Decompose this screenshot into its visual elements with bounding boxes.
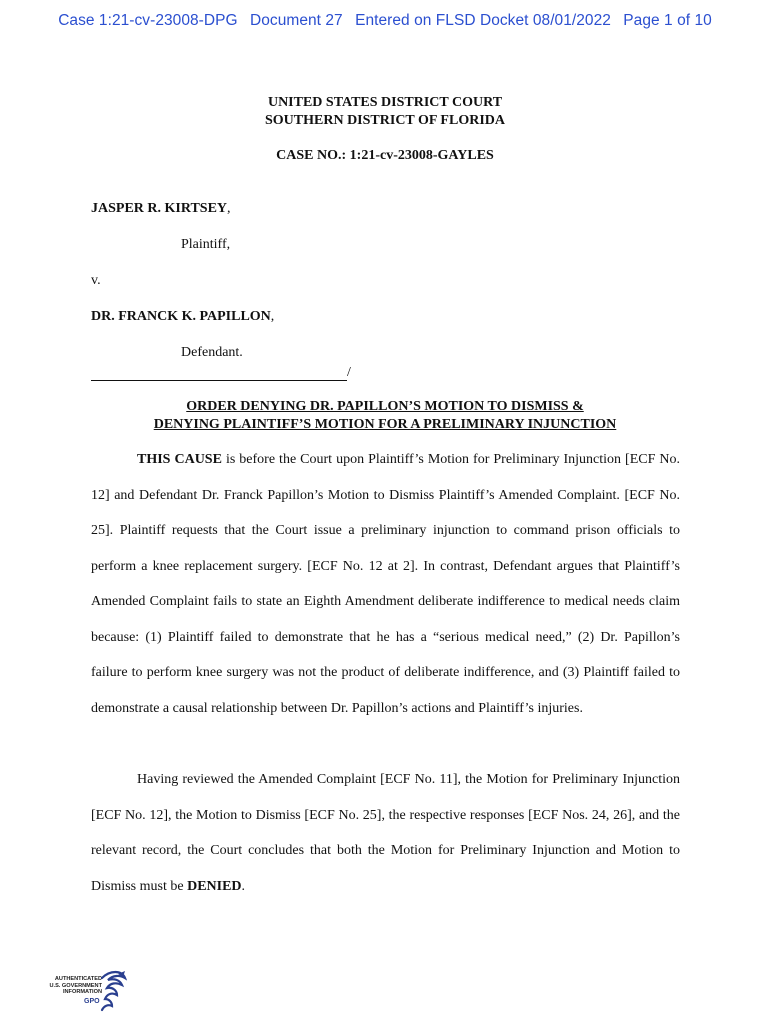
docket-page-number: Page 1 of 10 [623, 12, 712, 29]
gpo-eagle-icon [98, 968, 128, 1016]
this-cause-lead: THIS CAUSE [137, 452, 222, 467]
denied-emphasis: DENIED [187, 878, 242, 894]
seal-line3: INFORMATION [62, 989, 102, 996]
order-title-line2: DENYING PLAINTIFF’S MOTION FOR A PRELIMINARY INJUNCTION [153, 417, 617, 432]
defendant-name-line [91, 309, 274, 325]
court-name [0, 94, 770, 130]
defendant-comma: , [270, 309, 275, 324]
order-title [0, 398, 770, 434]
gpo-authentication-seal [44, 968, 132, 1018]
docket-case-number: Case 1:21-cv-23008-DPG [58, 12, 238, 29]
court-name-line2: SOUTHERN DISTRICT OF FLORIDA [265, 113, 505, 128]
court-name-line1: UNITED STATES DISTRICT COURT [267, 95, 503, 110]
paragraph-2-end: . [241, 878, 246, 894]
seal-text [44, 976, 102, 996]
body-paragraph-1 [91, 442, 680, 726]
caption-rule-slash: / [347, 365, 351, 380]
docket-document-number: Document 27 [249, 12, 343, 29]
paragraph-2-text: Having reviewed the Amended Complaint [ECF No. 11], the Motion for Preliminary Injunction [ECF No. 12], the Motion to Dismiss [ECF No. 25], the respective responses [ECF Nos. 24, 26], and the relevant record, the Court concludes that both the Motion for Preliminary Injunction and Motion to Dismiss must be [91, 772, 680, 894]
order-title-line1: ORDER DENYING DR. PAPILLON’S MOTION TO DISMISS & [186, 399, 584, 414]
versus: v. [91, 273, 101, 288]
defendant-role: Defendant. [181, 345, 243, 360]
seal-gpo-label: GPO [84, 998, 100, 1005]
case-number: CASE NO.: 1:21-cv-23008-GAYLES [276, 148, 494, 163]
docket-entry-date: Entered on FLSD Docket 08/01/2022 [355, 12, 611, 29]
docket-header [0, 12, 770, 30]
plaintiff-name-line [91, 201, 231, 217]
body-paragraph-2 [91, 762, 680, 904]
seal-line1: AUTHENTICATED [54, 976, 102, 982]
caption-rule-line [91, 368, 347, 381]
caption-rule [91, 365, 351, 381]
plaintiff-role: Plaintiff, [181, 237, 231, 252]
defendant-name: DR. FRANCK K. PAPILLON [91, 309, 271, 324]
plaintiff-name: JASPER R. KIRTSEY [91, 201, 228, 216]
seal-line2: U.S. GOVERNMENT [49, 982, 102, 989]
paragraph-1-text: is before the Court upon Plaintiff’s Motion for Preliminary Injunction [ECF No. 12] and Defendant Dr. Franck Papillon’s Motion to Dismiss Plaintiff’s Amended Complaint. [ECF No. 25]. Plaintiff requests that the Court issue a preliminary injunction to command prison officials to perform a knee replacement surgery. [ECF No. 12 at 2]. In contrast, Defendant argues that Plaintiff’s Amended Complaint fails to state an Eighth Amendment deliberate indifference to medical needs claim because: (1) Plaintiff failed to demonstrate that he has a “serious medical need,” (2) Dr. Papillon’s failure to perform knee surgery was not the product of deliberate indifference, and (3) Plaintiff failed to demonstrate a causal relationship between Dr. Papillon’s actions and Plaintiff’s injuries. [91, 452, 681, 716]
plaintiff-comma: , [227, 201, 231, 216]
